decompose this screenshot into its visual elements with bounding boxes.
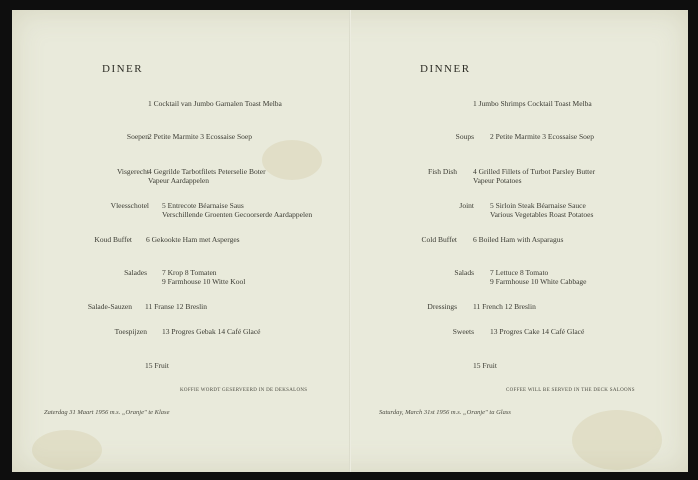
menu-item: 15 Fruit xyxy=(473,361,497,370)
menu-item-detail: Verschillende Groenten Gecoorserde Aardappelen xyxy=(162,210,313,219)
course-label: Salade-Sauzen xyxy=(87,302,132,311)
course-label: Cold Buffet xyxy=(421,235,457,244)
menu-item: 1 Cocktail van Jumbo Garnalen Toast Melba xyxy=(148,99,282,108)
course-label: Sweets xyxy=(452,327,474,336)
menu-item: 15 Fruit xyxy=(145,361,169,370)
menu-item: 6 Gekookte Ham met Asperges xyxy=(146,235,240,244)
menu-item: 7 Krop 8 Tomaten xyxy=(162,268,217,277)
menu-item: 13 Progres Cake 14 Café Glacé xyxy=(490,327,585,336)
course-label: Fish Dish xyxy=(428,167,457,176)
coffee-note: COFFEE WILL BE SERVED IN THE DECK SALOONS xyxy=(506,388,635,393)
menu-item: 2 Petite Marmite 3 Ecossaise Soep xyxy=(490,132,594,141)
menu-item: 11 French 12 Breslin xyxy=(473,302,536,311)
menu-item: 6 Boiled Ham with Asparagus xyxy=(473,235,564,244)
menu-item: 13 Progres Gebak 14 Café Glacé xyxy=(162,327,261,336)
coffee-note: KOFFIE WORDT GESERVEERD IN DE DEKSALONS xyxy=(180,388,308,393)
menu-item: 5 Sirloin Steak Béarnaise Sauce xyxy=(490,201,586,210)
menu-item: 5 Entrecote Béarnaise Saus xyxy=(162,201,244,210)
menu-item-detail: Vapeur Aardappelen xyxy=(148,176,210,185)
menu-page-english xyxy=(351,10,688,472)
page-title: DINER xyxy=(102,63,144,75)
course-label: Soups xyxy=(455,132,474,141)
course-label: Dressings xyxy=(427,302,457,311)
course-label: Soepen xyxy=(126,132,149,141)
course-label: Toespijzen xyxy=(114,327,147,336)
course-label: Joint xyxy=(459,201,474,210)
footer-date-line: Zaterdag 31 Maart 1956 m.s. „Oranje" te Klase xyxy=(44,409,170,416)
menu-item-detail: 9 Farmhouse 10 White Cabbage xyxy=(490,277,587,286)
menu-item: 7 Lettuce 8 Tomato xyxy=(490,268,549,277)
menu-item: 4 Grilled Fillets of Turbot Parsley Butter xyxy=(473,167,596,176)
page-title: DINNER xyxy=(420,63,471,75)
menu-card xyxy=(12,10,688,472)
course-label: Vleesschotel xyxy=(110,201,149,210)
menu-item-detail: Vapeur Potatoes xyxy=(473,176,522,185)
menu-item: 2 Petite Marmite 3 Ecossaise Soep xyxy=(148,132,252,141)
menu-item: 4 Gegrilde Tarbotfilets Peterselie Boter xyxy=(148,167,266,176)
menu-item-detail: Various Vegetables Roast Potatoes xyxy=(490,210,594,219)
menu-page-dutch xyxy=(12,10,349,472)
menu-item: 11 Franse 12 Breslin xyxy=(145,302,208,311)
course-label: Koud Buffet xyxy=(94,235,132,244)
course-label: Salades xyxy=(124,268,147,277)
menu-item: 1 Jumbo Shrimps Cocktail Toast Melba xyxy=(473,99,592,108)
menu-item-detail: 9 Farmhouse 10 Witte Kool xyxy=(162,277,246,286)
course-label: Visgerecht xyxy=(116,167,149,176)
footer-date-line: Saturday, March 31st 1956 m.s. „Oranje" ta Glass xyxy=(379,409,511,416)
course-label: Salads xyxy=(454,268,474,277)
